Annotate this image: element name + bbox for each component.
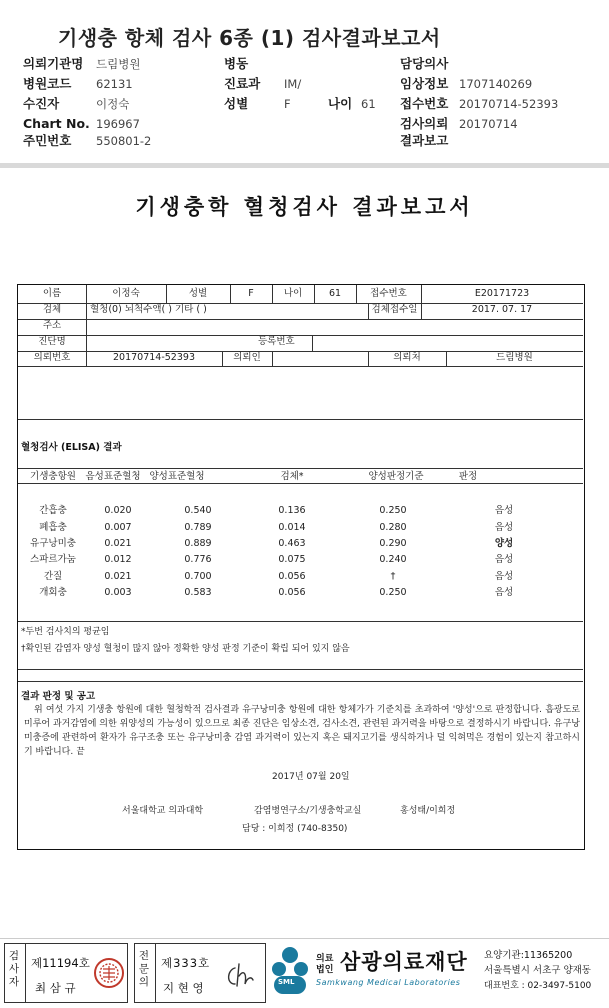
org-name: 삼광의료재단 [340,950,468,974]
info-label-referral-no: 의뢰번호 [33,352,71,363]
table-header-result: 판정 [458,471,478,482]
org-prefix-top: 의료 [316,954,334,964]
info-value-age: 61 [328,288,342,299]
table-cell-antigen: 유구낭미충 [30,538,76,549]
info-value-sex: F [248,288,254,299]
table-cell-negative: 0.020 [104,505,132,516]
org-university: 서울대학교 의과대학 [122,806,204,816]
inspector-license-no: 제11194호 [31,956,90,970]
field-label-test-request: 검사의뢰 [400,116,449,131]
table-cell-cutoff: 0.250 [379,587,407,598]
report-footer [0,938,609,1008]
table-cell-cutoff: † [390,571,396,582]
seal-icon [93,957,125,989]
specialist-label: 전문의 [138,950,150,988]
info-value-referral-no: 20170714-52393 [112,352,195,363]
info-value-specimen: 혈청(0) 뇌척수액( ) 기타 ( ) [90,304,207,315]
note-average: *두번 검사치의 평균임 [21,627,110,637]
grid-line [18,681,583,682]
grid-line [18,621,583,622]
info-label-age: 나이 [283,288,303,299]
box-divider [25,944,26,1002]
info-value-specimen-date: 2017. 07. 17 [471,304,533,315]
org-prefix-bottom: 법인 [316,965,334,975]
field-value-hospital-code: 62131 [96,77,133,91]
table-cell-result: 음성 [494,505,514,516]
table-cell-negative: 0.021 [104,538,132,549]
field-label-ward: 병동 [224,56,249,71]
table-cell-positive: 0.776 [184,554,212,565]
field-label-resident-no: 주민번호 [23,133,72,148]
info-label-specimen: 검체 [42,304,62,315]
table-cell-cutoff: 0.280 [379,522,407,533]
box-divider [155,944,156,1002]
org-institute: 감염병연구소/기생충학교실 [254,806,362,816]
table-cell-negative: 0.003 [104,587,132,598]
field-label-result-report: 결과보고 [400,133,449,148]
field-label-age: 나이 [328,96,353,111]
specialist-license-no: 제333호 [161,956,211,970]
table-cell-sample: 0.014 [278,522,306,533]
field-value-department: IM/ [284,77,302,91]
info-label-specimen-date: 검체접수일 [371,304,418,315]
field-label-hospital-code: 병원코드 [23,76,72,91]
info-label-referral-place: 의뢰처 [393,352,421,363]
table-cell-positive: 0.540 [184,505,212,516]
info-label-sex: 성별 [188,288,208,299]
info-value-name: 이정숙 [112,288,140,299]
report-header [0,0,609,163]
field-value-sex: F [284,97,291,111]
table-cell-result: 음성 [494,571,514,582]
table-cell-cutoff: 0.290 [379,538,407,549]
page-title: 기생충 항체 검사 6종 (1) 검사결과보고서 [58,26,441,50]
grid-line [18,483,583,484]
field-label-patient: 수진자 [23,96,60,111]
table-cell-result: 음성 [494,554,514,565]
field-value-receipt-no: 20170714-52393 [459,97,559,111]
table-cell-cutoff: 0.250 [379,505,407,516]
inspector-label: 검사자 [8,950,20,988]
field-value-clinical-info: 1707140269 [459,77,533,91]
inspector-name: 최 삼 규 [35,981,76,995]
table-header-cutoff: 양성판정기준 [368,471,424,482]
field-label-chart-no: Chart No. [23,116,90,131]
info-label-registration-no: 등록번호 [258,336,295,347]
grid-line [18,366,583,367]
table-cell-sample: 0.136 [278,505,306,516]
table-cell-antigen: 간흡충 [39,505,67,516]
table-cell-cutoff: 0.240 [379,554,407,565]
care-institution-no: 요양기관:11365200 [484,950,573,961]
scanned-report [0,168,609,938]
table-cell-positive: 0.700 [184,571,212,582]
info-label-reg: 접수번호 [370,288,407,299]
sml-logo-icon [270,945,310,997]
info-label-diagnosis: 진단명 [38,336,66,347]
org-english-name: Samkwang Medical Laboratories [316,978,461,987]
field-value-chart-no: 196967 [96,117,140,131]
table-cell-antigen: 간질 [43,571,63,582]
report-title: 기생충학 혈청검사 결과보고서 [135,194,474,219]
table-cell-positive: 0.583 [184,587,212,598]
table-cell-sample: 0.056 [278,587,306,598]
note-cutoff: †확인된 감염자 양성 혈청이 많지 않아 정확한 양성 판정 기준이 확립 되어 있지 않음 [21,644,350,654]
table-cell-antigen: 폐흡충 [39,522,67,533]
table-cell-antigen: 개회충 [39,587,67,598]
field-value-institution: 드림병원 [96,57,141,71]
grid-line [312,335,313,351]
table-header-sample: 검체* [280,471,304,482]
contact-info: 담당 : 이희정 (740-8350) [242,824,348,834]
table-cell-result: 음성 [494,522,514,533]
table-cell-negative: 0.012 [104,554,132,565]
responsible-persons: 홍성태/이희정 [400,806,456,816]
field-value-resident-no: 550801-2 [96,134,152,148]
field-value-age: 61 [361,97,376,111]
grid-line [18,319,583,320]
conclusion-text: 위 여섯 가지 기생충 항원에 대한 혈청학적 검사결과 유구낭미충 항원에 대한 항체가가 기준치를 초과하여 '양성'으로 판정합니다. 흡광도로 미루어 과거감염에 의한 위양성의 가능성이 있으므로 최종 진단은 임상소견, 검사소견, 관련된 과거력을 바탕으로 결정하시기 바랍니다. 유구낭미충증에 관련하여 환자가 유구조충 또는 유구낭미충 감염 과거력이 있는지 혹은 돼지고기를 생식하거나 덜 익혀먹은 경험이 있는지 참고하시기 바랍니다. 끝 [24,705,580,757]
conclusion-title: 결과 판정 및 공고 [21,691,96,702]
info-label-address: 주소 [42,320,62,331]
table-cell-sample: 0.075 [278,554,306,565]
grid-line [18,419,583,420]
table-cell-negative: 0.021 [104,571,132,582]
elisa-section-title: 혈청검사 (ELISA) 결과 [21,442,122,453]
specialist-box [134,943,266,1003]
inspector-box [4,943,128,1003]
info-value-referral-place: 드림병원 [496,352,533,363]
table-cell-result: 음성 [494,587,514,598]
org-phone: 대표번호 : 02-3497-5100 [484,981,592,991]
table-header-antigen: 기생충항원 [30,471,76,482]
specialist-name: 지 현 영 [163,981,204,995]
field-value-patient: 이정숙 [96,97,130,111]
field-label-doctor: 담당의사 [400,56,449,71]
grid-line [272,351,273,366]
sml-logo-text: SML [278,978,295,986]
table-cell-antigen: 스파르가눔 [30,554,76,565]
grid-line [18,335,583,336]
org-address: 서울특별시 서초구 양재동 [484,965,591,976]
grid-line [18,669,583,670]
info-label-referrer: 의뢰인 [233,352,261,363]
table-header-negative: 음성표준혈청 [85,471,141,482]
field-label-receipt-no: 접수번호 [400,96,449,111]
info-value-reg: E20171723 [474,288,530,299]
report-frame [17,284,585,850]
report-date: 2017년 07월 20일 [272,772,350,782]
table-cell-sample: 0.463 [278,538,306,549]
field-value-test-request: 20170714 [459,117,518,131]
table-cell-positive: 0.889 [184,538,212,549]
table-cell-result-positive: 양성 [494,538,514,549]
field-label-clinical-info: 임상정보 [400,76,449,91]
table-cell-negative: 0.007 [104,522,132,533]
field-label-institution: 의뢰기관명 [23,56,84,71]
table-header-positive: 양성표준혈청 [149,471,205,482]
table-cell-positive: 0.789 [184,522,212,533]
table-cell-sample: 0.056 [278,571,306,582]
field-label-department: 진료과 [224,76,261,91]
info-label-name: 이름 [42,288,62,299]
field-label-sex: 성별 [224,96,249,111]
signature-icon [223,960,259,990]
grid-line [18,468,583,469]
